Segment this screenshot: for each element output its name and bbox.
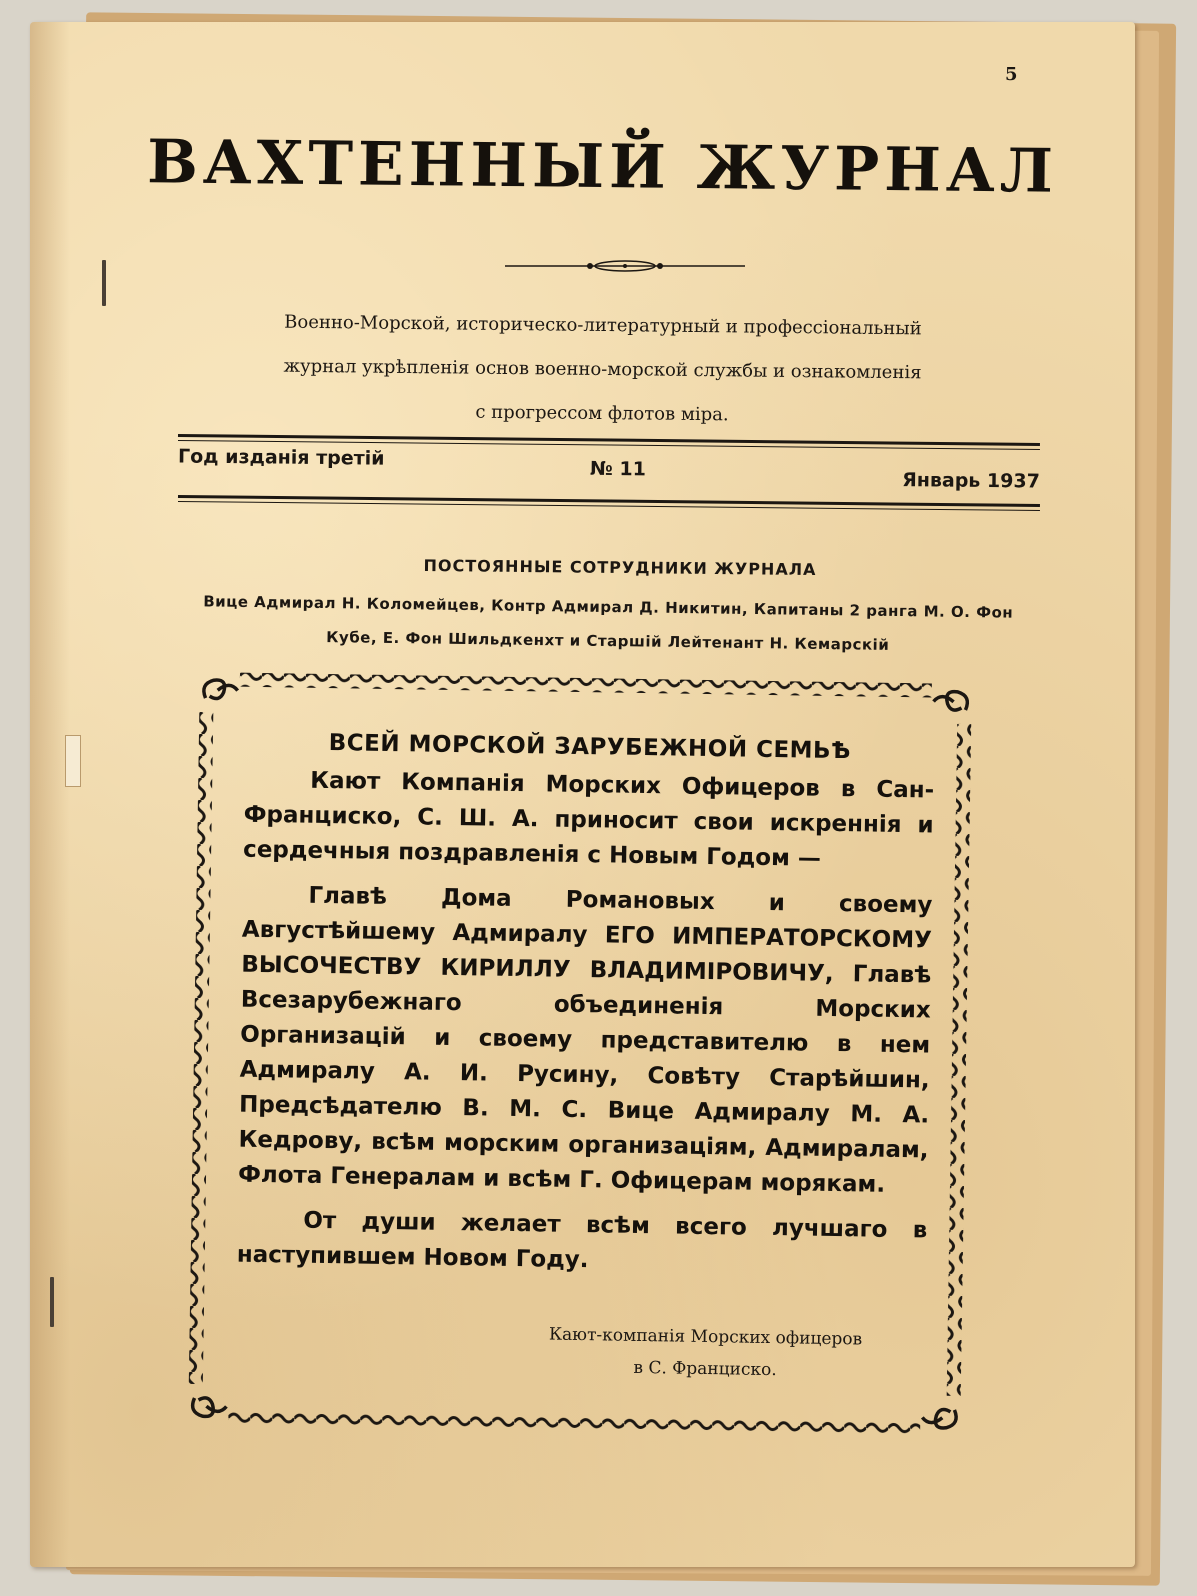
greeting-frame bbox=[184, 668, 976, 1440]
signature-line: Кают-компанія Морских офицеров bbox=[548, 1324, 863, 1350]
binding-tear bbox=[65, 735, 81, 787]
journal-page bbox=[30, 22, 1135, 1567]
issue-bar bbox=[177, 445, 1040, 493]
journal-subtitle bbox=[159, 299, 1045, 440]
staple-bottom bbox=[50, 1277, 54, 1327]
contributors-line: Кубе, Е. Фон Шильдкенхт и Старшій Лейтенант Н. Кемарскій bbox=[326, 628, 890, 654]
issue-number: № 11 bbox=[589, 457, 647, 481]
subtitle-line: журнал укрѣпленія основ военно-морской службы и ознакомленія bbox=[283, 355, 922, 384]
subtitle-line: с прогрессом флотов міра. bbox=[475, 401, 729, 426]
journal-title: ВАХТЕННЫЙ ЖУРНАЛ bbox=[146, 127, 1059, 207]
greeting-heading: ВСЕЙ МОРСКОЙ ЗАРУБЕЖНОЙ СЕМЬѢ bbox=[328, 730, 852, 765]
greeting-signature bbox=[515, 1318, 896, 1388]
greeting-paragraph: От души желает всѣм всего лучшаго в наступившем Новом Году. bbox=[236, 1207, 928, 1274]
signature-line: в С. Франциско. bbox=[633, 1357, 777, 1381]
page-aged-edge bbox=[30, 22, 70, 1567]
page-number: 5 bbox=[1005, 64, 1018, 85]
greeting-paragraph: Кают Компанія Морских Офицеров в Сан-Франциско, С. Ш. А. приносит свои искреннія и сердечныя поздравленія с Новым Годом — bbox=[242, 767, 935, 872]
contributors-line: Вице Адмирал Н. Коломейцев, Контр Адмирал Д. Никитин, Капитаны 2 ранга М. О. Фон bbox=[203, 592, 1014, 622]
issue-year: Год изданія третій bbox=[177, 445, 385, 470]
contributors-heading: ПОСТОЯННЫЕ СОТРУДНИКИ ЖУРНАЛА bbox=[423, 555, 817, 580]
ornament-divider bbox=[505, 258, 745, 274]
contributors-list bbox=[168, 584, 1049, 664]
issue-date: Январь 1937 bbox=[902, 469, 1040, 493]
greeting-text bbox=[236, 729, 935, 1294]
subtitle-line: Военно-Морской, историческо-литературный и профессіональный bbox=[284, 311, 922, 340]
staple-top bbox=[102, 260, 106, 306]
greeting-paragraph: Главѣ Дома Романовых и своему Августѣйшему Адмиралу ЕГО ИМПЕРАТОРСКОМУ ВЫСОЧЕСТВУ КИРИЛЛУ ВЛАДИМІРОВИЧУ, Главѣ Всезарубежнаго объединенія Морских Организацій и своему представителю в нем Адмиралу А. И. Русину, Совѣту Старѣйшин, Предсѣдателю В. М. С. Вице Адмиралу М. А. Кедрову, всѣм морским организаціям, Адмиралам, Флота Генералам и всѣм Г. Офицерам морякам. bbox=[237, 882, 933, 1198]
